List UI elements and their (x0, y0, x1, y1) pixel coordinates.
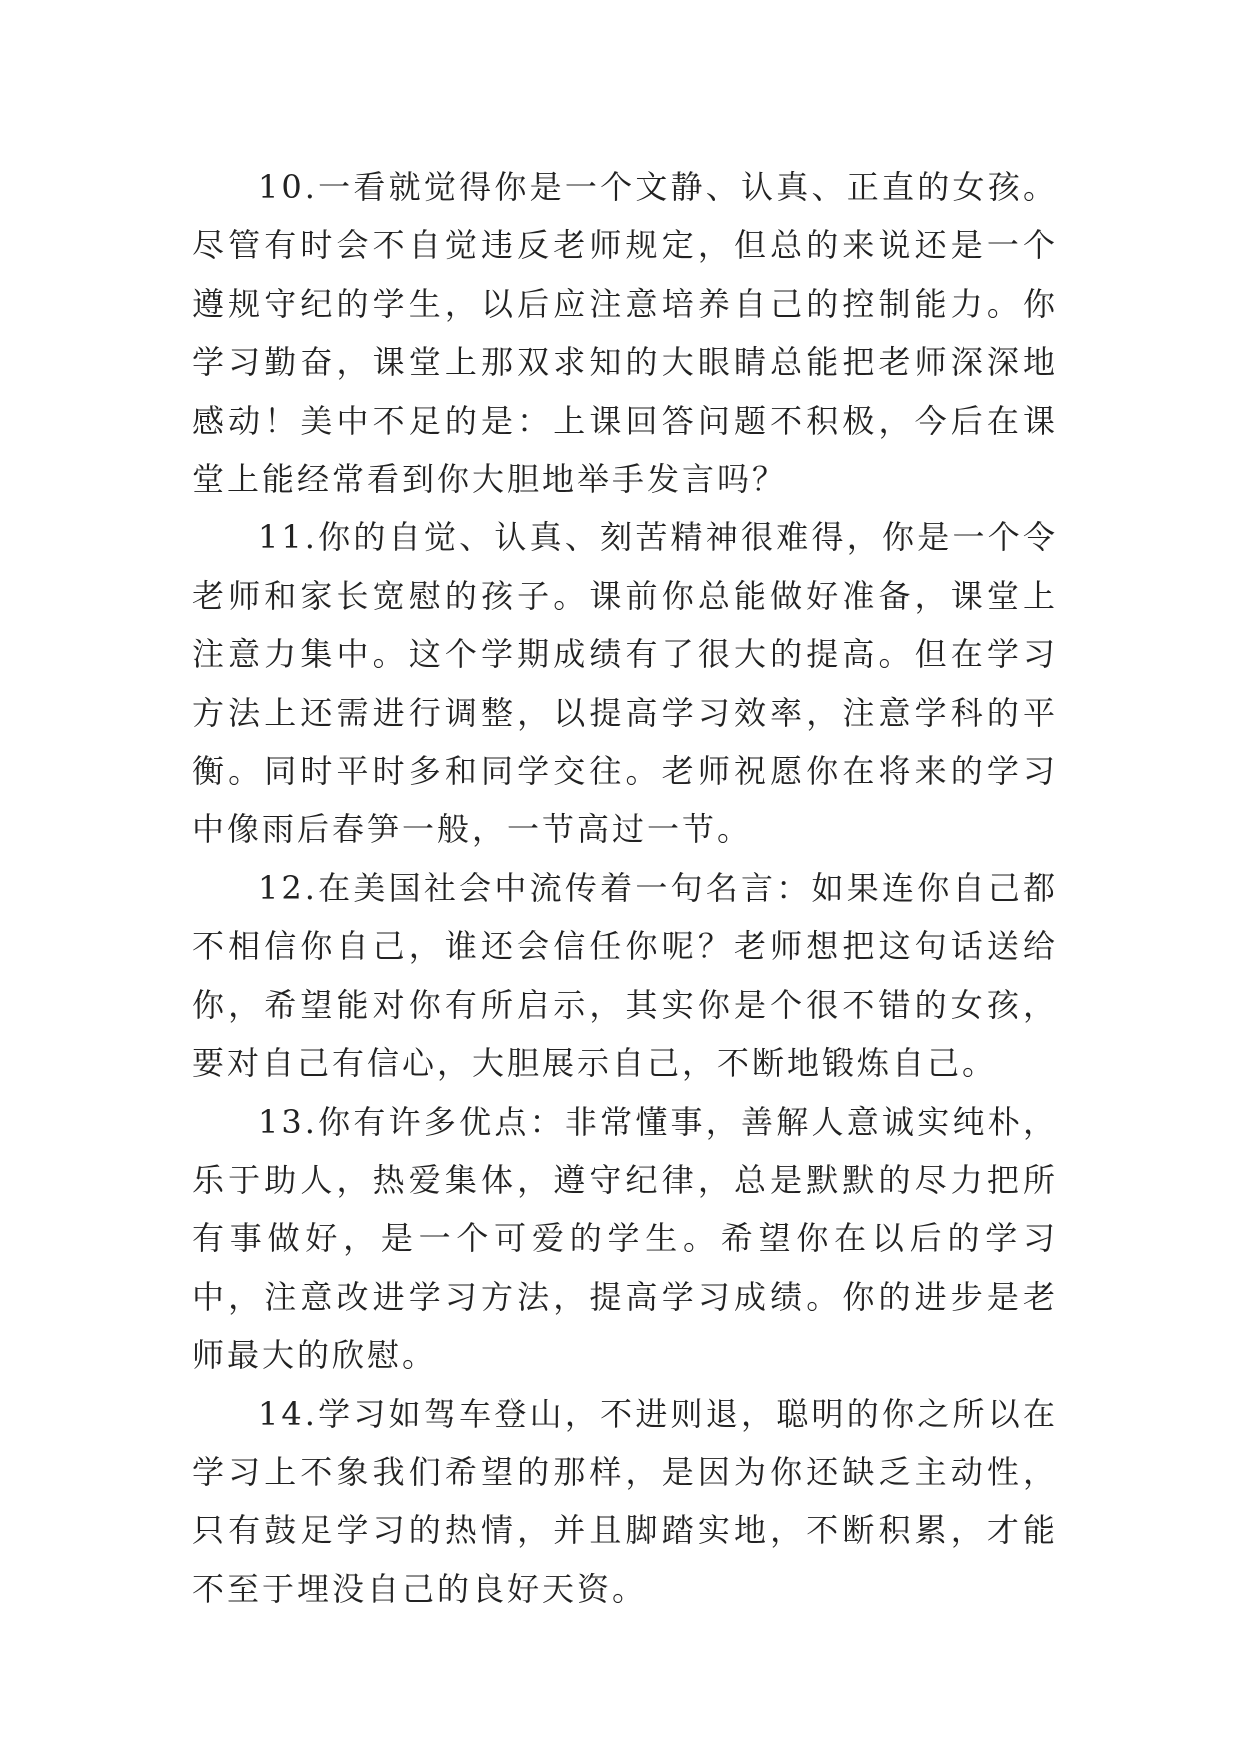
document-body (192, 158, 1058, 1618)
comment-paragraph-10: 10.一看就觉得你是一个文静、认真、正直的女孩。 尽管有时会不自觉违反老师规定，但总的来说还是一个遵规守纪的学生，以后应注意培养自己的控制能力。你学习勤奋，课堂上那双求知的大眼睛总能把老师深深地感动！美中不足的是：上课回答问题不积极，今后在课堂上能经常看到你大胆地举手发言吗？ (192, 168, 1058, 499)
comment-paragraph-11: 11.你的自觉、认真、刻苦精神很难得，你是一个令老师和家长宽慰的孩子。课前你总能做好准备，课堂上注意力集中。这个学期成绩有了很大的提高。但在学习方法上还需进行调整，以提高学习效率，注意学科的平衡。同时平时多和同学交往。老师祝愿你在将来的学习中像雨后春笋一般，一节高过一节。 (192, 518, 1058, 849)
comment-paragraph-13: 13.你有许多优点：非常懂事，善解人意诚实纯朴，乐于助人，热爱集体，遵守纪律，总是默默的尽力把所有事做好，是一个可爱的学生。希望你在以后的学习中，注意改进学习方法，提高学习成绩。你的进步是老师最大的欣慰。 (192, 1102, 1058, 1375)
comment-paragraph-12: 12.在美国社会中流传着一句名言：如果连你自己都不相信你自己，谁还会信任你呢？老师想把这句话送给你，希望能对你有所启示，其实你是个很不错的女孩，要对自己有信心，大胆展示自己，不断地锻炼自己。 (192, 868, 1058, 1083)
comment-paragraph-14: 14.学习如驾车登山，不进则退，聪明的你之所以在学习上不象我们希望的那样，是因为你还缺乏主动性，只有鼓足学习的热情，并且脚踏实地，不断积累，才能不至于埋没自己的良好天资。 (192, 1394, 1058, 1608)
